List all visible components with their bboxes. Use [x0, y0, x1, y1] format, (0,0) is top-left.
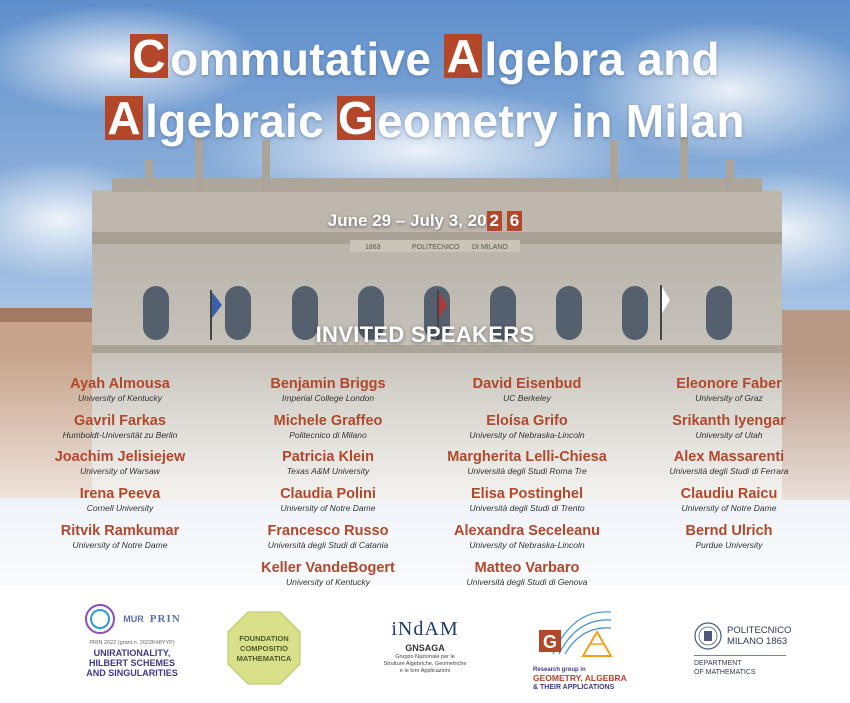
gaia-mark-letter: G — [543, 632, 558, 652]
gaia-line-3: & THEIR APPLICATIONS — [533, 684, 615, 691]
speaker-name: Alex Massarenti — [673, 449, 785, 465]
speaker-entry — [20, 412, 220, 441]
speaker-affiliation: Cornell University — [86, 503, 154, 513]
speaker-affiliation: Politecnico di Milano — [289, 430, 367, 440]
speaker-entry — [427, 522, 627, 551]
speaker-name: Claudiu Raicu — [680, 486, 778, 502]
speaker-name: Alexandra Seceleanu — [454, 523, 600, 539]
speaker-affiliation: Università degli Studi di Genova — [466, 577, 588, 587]
speaker-name: Ayah Almousa — [70, 376, 170, 392]
title-word: lgebraic — [145, 95, 338, 147]
building-city: DI MILANO — [472, 244, 508, 251]
speaker-name: Keller VandeBogert — [261, 560, 395, 576]
polimi-name-2: MILANO 1863 — [727, 636, 788, 647]
speaker-name: Eloísa Grifo — [486, 413, 568, 429]
title-cap-g: G — [338, 92, 375, 144]
polimi-seal-icon — [694, 622, 722, 650]
speaker-affiliation: Purdue University — [695, 540, 763, 550]
speaker-entry — [228, 522, 428, 551]
speaker-affiliation: University of Nebraska-Lincoln — [469, 540, 585, 550]
gnsaga-desc-1: Gruppo Nazionale per le — [395, 654, 455, 660]
speaker-entry — [427, 412, 627, 441]
gaia-logo — [533, 604, 633, 692]
speaker-affiliation: University of Graz — [695, 393, 763, 403]
foundation-compositio-logo — [226, 610, 302, 686]
speaker-name: Benjamin Briggs — [270, 376, 386, 392]
title-cap-c: C — [130, 34, 168, 78]
speaker-name: Irena Peeva — [79, 486, 161, 502]
speaker-entry — [228, 485, 428, 514]
prin-title-2: HILBERT SCHEMES — [88, 658, 175, 668]
speaker-affiliation: University of Kentucky — [77, 393, 163, 403]
speaker-affiliation: Università degli Studi Roma Tre — [467, 466, 587, 476]
foundation-line-3: MATHEMATICA — [236, 654, 292, 663]
speaker-entry — [228, 412, 428, 441]
date-highlight-1: 2 — [487, 211, 502, 231]
speaker-entry — [427, 375, 627, 404]
event-date — [0, 211, 850, 231]
prin-title-1: UNIRATIONALITY, — [93, 648, 171, 658]
mur-circle-icon — [83, 602, 117, 636]
polimi-divider — [694, 655, 786, 656]
invited-speakers-heading: INVITED SPEAKERS — [315, 322, 535, 347]
speaker-entry — [629, 375, 829, 404]
title-word: eometry in Milan — [377, 95, 745, 147]
title-word: lgebra and — [484, 33, 720, 85]
speaker-name: Michele Graffeo — [273, 413, 383, 429]
speaker-entry — [427, 448, 627, 477]
speaker-entry — [20, 485, 220, 514]
title-line-2 — [0, 92, 850, 147]
speaker-affiliation: University of Notre Dame — [681, 503, 777, 513]
speaker-affiliation: Università degli Studi di Trento — [469, 503, 585, 513]
title-word: ommutative — [170, 33, 445, 85]
speaker-name: Gavril Farkas — [74, 413, 166, 429]
prin-grant: PRIN 2022 (grant n. 2022K48YYP) — [89, 640, 175, 646]
speaker-affiliation: University of Utah — [695, 430, 763, 440]
title-cap-a: A — [444, 34, 482, 78]
gnsaga-desc-3: e le loro Applicazioni — [399, 668, 451, 674]
speaker-affiliation: Imperial College London — [281, 393, 375, 403]
date-text: June 29 – July 3, 20 — [327, 211, 487, 230]
speaker-affiliation: Humboldt-Universität zu Berlin — [62, 430, 178, 440]
speaker-entry — [629, 522, 829, 551]
speaker-entry — [20, 522, 220, 551]
speaker-entry — [629, 412, 829, 441]
gnsaga-desc-2: Strutture Algebriche, Geometriche — [383, 661, 467, 667]
speaker-entry — [20, 375, 220, 404]
prin-logo — [62, 602, 202, 678]
speaker-affiliation: University of Nebraska-Lincoln — [469, 430, 585, 440]
speaker-name: Srikanth Iyengar — [672, 413, 786, 429]
date-highlight-2: 6 — [507, 211, 522, 231]
speaker-entry — [228, 559, 428, 588]
speaker-affiliation: UC Berkeley — [503, 393, 551, 403]
gnsaga-logo — [370, 618, 480, 675]
mur-label: MUR — [123, 614, 144, 624]
speaker-name: Bernd Ulrich — [685, 523, 773, 539]
polimi-dept-1: DEPARTMENT — [694, 660, 742, 667]
indam-wordmark: iNdAM — [391, 618, 459, 640]
speaker-affiliation: University of Notre Dame — [72, 540, 168, 550]
gnsaga-name: GNSAGA — [405, 643, 445, 653]
speaker-affiliation: University of Kentucky — [285, 577, 371, 587]
speaker-affiliation: Texas A&M University — [286, 466, 370, 476]
polimi-name-1: POLITECNICO — [727, 625, 792, 636]
speaker-name: Margherita Lelli-Chiesa — [447, 449, 607, 465]
speaker-name: Patricia Klein — [282, 449, 374, 465]
speaker-entry — [228, 448, 428, 477]
foundation-line-2: COMPOSITIO — [240, 644, 288, 653]
polimi-dept-2: OF MATHEMATICS — [694, 669, 756, 676]
speaker-name: Ritvik Ramkumar — [60, 523, 180, 539]
speaker-entry — [427, 485, 627, 514]
speaker-name: Claudia Polini — [280, 486, 376, 502]
speaker-affiliation: Università degli Studi di Catania — [267, 540, 389, 550]
speaker-name: Joachim Jelisiejew — [54, 449, 186, 465]
gaia-mark-icon — [533, 604, 617, 662]
speaker-entry — [629, 448, 829, 477]
speaker-entry — [427, 559, 627, 588]
speaker-name: David Eisenbud — [472, 376, 582, 392]
speaker-name: Francesco Russo — [267, 523, 389, 539]
title-cap-a: A — [105, 96, 143, 140]
speaker-entry — [228, 375, 428, 404]
title-line-1 — [0, 30, 850, 85]
building-year: 1863 — [365, 244, 381, 251]
foundation-line-1: FOUNDATION — [239, 634, 289, 643]
speaker-name: Eleonore Faber — [676, 376, 782, 392]
speaker-name: Matteo Varbaro — [474, 560, 580, 576]
speaker-affiliation: Università degli Studi di Ferrara — [669, 466, 789, 476]
speaker-entry — [629, 485, 829, 514]
gaia-line-1: Research group in — [533, 667, 586, 673]
speaker-entry — [20, 448, 220, 477]
building-name: POLITECNICO — [412, 244, 460, 251]
speaker-name: Elisa Postinghel — [471, 486, 583, 502]
polimi-logo — [694, 622, 794, 677]
prin-label: PRIN — [149, 613, 181, 625]
speaker-affiliation: University of Warsaw — [80, 466, 160, 476]
prin-title-3: AND SINGULARITIES — [86, 668, 178, 678]
gaia-line-2: GEOMETRY, ALGEBRA — [533, 673, 627, 683]
speaker-affiliation: University of Notre Dame — [280, 503, 376, 513]
